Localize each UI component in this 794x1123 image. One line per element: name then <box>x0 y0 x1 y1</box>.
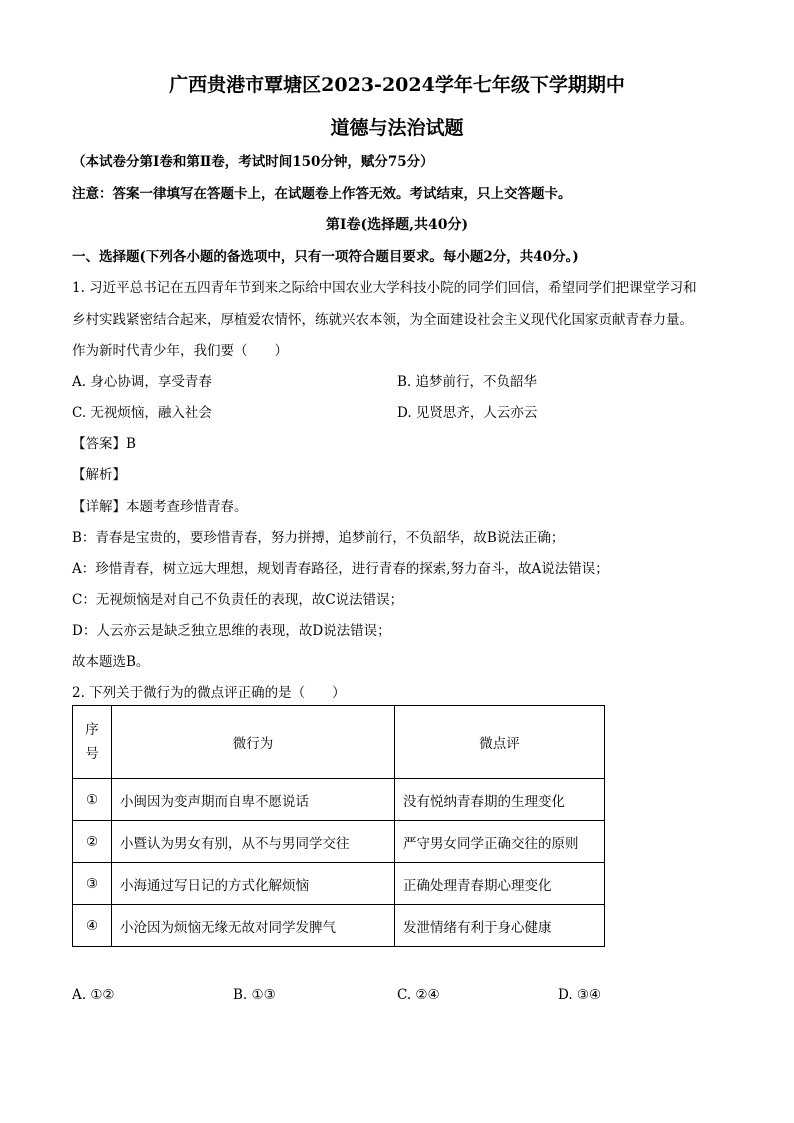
q1-stem-line2: 乡村实践紧密结合起来，厚植爱农情怀，练就兴农本领，为全面建设社会主义现代化国家贡献青春力量。 <box>72 312 693 328</box>
q2-table <box>72 705 605 947</box>
exam-title-line2: 道德与法治试题 <box>330 117 464 139</box>
row-comment: 没有悦纳青春期的生理变化 <box>395 779 605 821</box>
q1-explain-a: A：珍惜青春，树立远大理想，规划青春路径，进行青春的探索,努力奋斗，故A说法错误； <box>72 561 609 577</box>
q1-conclusion: 故本题选B。 <box>72 654 150 670</box>
table-row <box>73 821 605 863</box>
table-header-row <box>73 706 605 779</box>
q1-option-d: D. 见贤思齐，人云亦云 <box>397 405 538 421</box>
header-cell-number: 序 号 <box>73 706 112 779</box>
header-cell-comment: 微点评 <box>395 706 605 779</box>
exam-notice: 注意：答案一律填写在答题卡上，在试题卷上作答无效。考试结束，只上交答题卡。 <box>72 186 572 202</box>
row-number: ② <box>73 821 112 863</box>
q1-analysis-label: 【解析】 <box>72 467 126 483</box>
q1-explain-d: D：人云亦云是缺乏独立思维的表现，故D说法错误； <box>72 623 391 639</box>
q1-answer: 【答案】B <box>72 436 136 452</box>
q1-explain-b: B：青春是宝贵的，要珍惜青春，努力拼搏，追梦前行，不负韶华，故B说法正确； <box>72 530 565 546</box>
q1-stem-line1: 1. 习近平总书记在五四青年节到来之际给中国农业大学科技小院的同学们回信，希望同学们把课堂学习和 <box>72 280 697 296</box>
q1-detail: 【详解】本题考查珍惜青春。 <box>72 499 248 515</box>
q1-stem-line3: 作为新时代青少年，我们要（ ） <box>72 343 288 359</box>
row-comment: 发泄情绪有利于身心健康 <box>395 905 605 947</box>
row-comment: 正确处理青春期心理变化 <box>395 863 605 905</box>
q1-option-b: B. 追梦前行，不负韶华 <box>397 374 538 390</box>
q1-explain-c: C：无视烦恼是对自己不负责任的表现，故C说法错误； <box>72 592 404 608</box>
row-behavior: 小暨认为男女有别，从不与男同学交往 <box>112 821 395 863</box>
row-number: ① <box>73 779 112 821</box>
table-row <box>73 779 605 821</box>
q2-option-b: B. ①③ <box>233 987 276 1003</box>
q2-option-d: D. ③④ <box>558 987 602 1003</box>
row-behavior: 小海通过写日记的方式化解烦恼 <box>112 863 395 905</box>
q2-stem: 2. 下列关于微行为的微点评正确的是（ ） <box>72 685 346 701</box>
row-number: ④ <box>73 905 112 947</box>
q2-option-a: A. ①② <box>72 987 115 1003</box>
part-heading: 一、选择题(下列各小题的备选项中，只有一项符合题目要求。每小题2分，共40分。) <box>72 249 579 265</box>
q2-option-c: C. ②④ <box>397 987 440 1003</box>
table-row <box>73 863 605 905</box>
row-comment: 严守男女同学正确交往的原则 <box>395 821 605 863</box>
q1-option-a: A. 身心协调，享受青春 <box>72 374 212 390</box>
q1-option-c: C. 无视烦恼，融入社会 <box>72 405 212 421</box>
row-behavior: 小闽因为变声期而自卑不愿说话 <box>112 779 395 821</box>
exam-title-line1: 广西贵港市覃塘区2023-2024学年七年级下学期期中 <box>169 74 625 96</box>
header-cell-behavior: 微行为 <box>112 706 395 779</box>
exam-info: （本试卷分第Ⅰ卷和第Ⅱ卷，考试时间150分钟，赋分75分） <box>72 154 434 170</box>
section-title: 第Ⅰ卷(选择题,共40分) <box>325 217 469 233</box>
row-behavior: 小沧因为烦恼无缘无故对同学发脾气 <box>112 905 395 947</box>
row-number: ③ <box>73 863 112 905</box>
table-row <box>73 905 605 947</box>
